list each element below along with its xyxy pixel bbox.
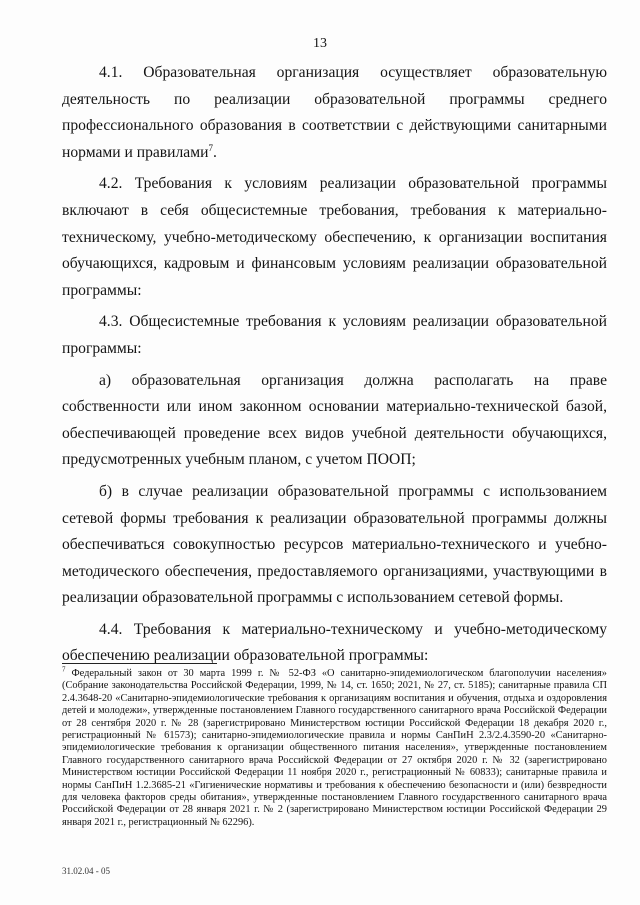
paragraph-4-3 [62,309,607,362]
footnote-separator [62,663,217,664]
paragraph-text: а) образовательная организация должна располагать на праве собственности или ином законном основании материально-технической базой, обеспечивающей проведение всех видов учебной деятельности обучающихся, предусмотренных учебным планом, с учетом ПООП; [62,371,607,469]
paragraph-text: б) в случае реализации образовательной программы с использованием сетевой формы требования к реализации образовательной программы должны обеспечиваться совокупностью ресурсов материально-технического и учебно-методического обеспечения, предоставляемого организациями, участвующими в реализации образовательной программы с использованием сетевой формы. [62,482,607,607]
paragraph-text: 4.3. Общесистемные требования к условиям реализации образовательной программы: [62,313,607,357]
paragraph-text: 4.1. Образовательная организация осуществляет образовательную деятельность по реализации образовательной программы среднего профессионального образования в соответствии с действующими санитарными нормами и правилами [62,64,607,161]
page-number: 13 [313,36,327,51]
paragraph-text: 4.2. Требования к условиям реализации образовательной программы включают в себя общесистемные требования, требования к материально-техническому, учебно-методическому обеспечению, к организации воспитания обучающихся, кадровым и финансовым условиям реализации образовательной программы: [62,175,607,299]
paragraph-text: 4.4. Требования к материально-техническому и учебно-методическому обеспечению реализации образовательной программы: [62,620,607,665]
footnote-text: Федеральный закон от 30 марта 1999 г. № 52-ФЗ «О санитарно-эпидемиологическом благополучии населения» (Собрание законодательства Российской Федерации, 1999, № 14, ст. 1650; 2021, № 27, ст. 5185); санитарные правила СП 2.4.3648-20 «Санитарно-эпидемиологические требования к организациям воспитания и обучения, отдыха и оздоровления детей и молодежи», утвержденные постановлением Главного государственного санитарного врача Российской Федерации от 28 сентября 2020 г. № 28 (зарегистрировано Министерством юстиции Российской Федерации 18 декабря 2020 г., регистрационный № 61573); санитарно-эпидемиологические правила и нормы СанПиН 2.3/2.4.3590-20 «Санитарно-эпидемиологические требования к организации общественного питания населения», утвержденные постановлением Главного государственного санитарного врача Российской Федерации от 27 октября 2020 г. № 32 (зарегистрировано Министерством юстиции Российской Федерации 11 ноября 2020 г., регистрационный № 60833); санитарные правила и нормы СанПиН 1.2.3685-21 «Гигиенические нормативы и требования к обеспечению безопасности и (или) безвредности для человека факторов среды обитания», утвержденные постановлением Главного государственного санитарного врача Российской Федерации от 28 января 2021 г. № 2 (зарегистрировано Министерством юстиции Российской Федерации 29 января 2021 г., регистрационный № 62296). [62,668,607,828]
paragraph-4-3-b [62,479,607,612]
main-text [62,60,607,670]
paragraph-4-1 [62,60,607,166]
footnote [62,665,607,829]
paragraph-4-3-a [62,368,607,474]
document-code: 31.02.04 - 05 [62,866,110,876]
footnote-marker: 7 [62,665,66,674]
footnote-reference: 7 [208,142,213,153]
paragraph-tail: . [212,143,217,161]
paragraph-4-2 [62,171,607,304]
